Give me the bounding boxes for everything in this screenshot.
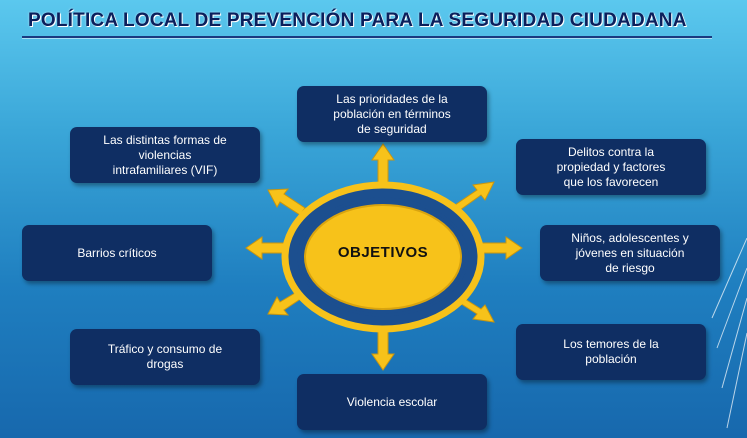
objective-prioridades: Las prioridades de la población en términos de seguridad: [297, 86, 487, 142]
center-label: OBJETIVOS: [337, 244, 429, 261]
objective-temores: Los temores de la población: [516, 324, 706, 380]
objective-ninos: Niños, adolescentes y jóvenes en situación de riesgo: [540, 225, 720, 281]
arrow-down: [372, 326, 394, 370]
objective-vif: Las distintas formas de violencias intrafamiliares (VIF): [70, 127, 260, 183]
arrow-up: [372, 144, 394, 188]
objective-delitos: Delitos contra la propiedad y factores que los favorecen: [516, 139, 706, 195]
objective-violencia-escolar: Violencia escolar: [297, 374, 487, 430]
objective-barrios: Barrios críticos: [22, 225, 212, 281]
page-title: POLÍTICA LOCAL DE PREVENCIÓN PARA LA SEGURIDAD CIUDADANA: [28, 10, 687, 31]
arrow-up-left: [268, 189, 305, 215]
objective-trafico: Tráfico y consumo de drogas: [70, 329, 260, 385]
arrow-up-right: [455, 182, 494, 210]
arrow-right: [478, 237, 522, 259]
